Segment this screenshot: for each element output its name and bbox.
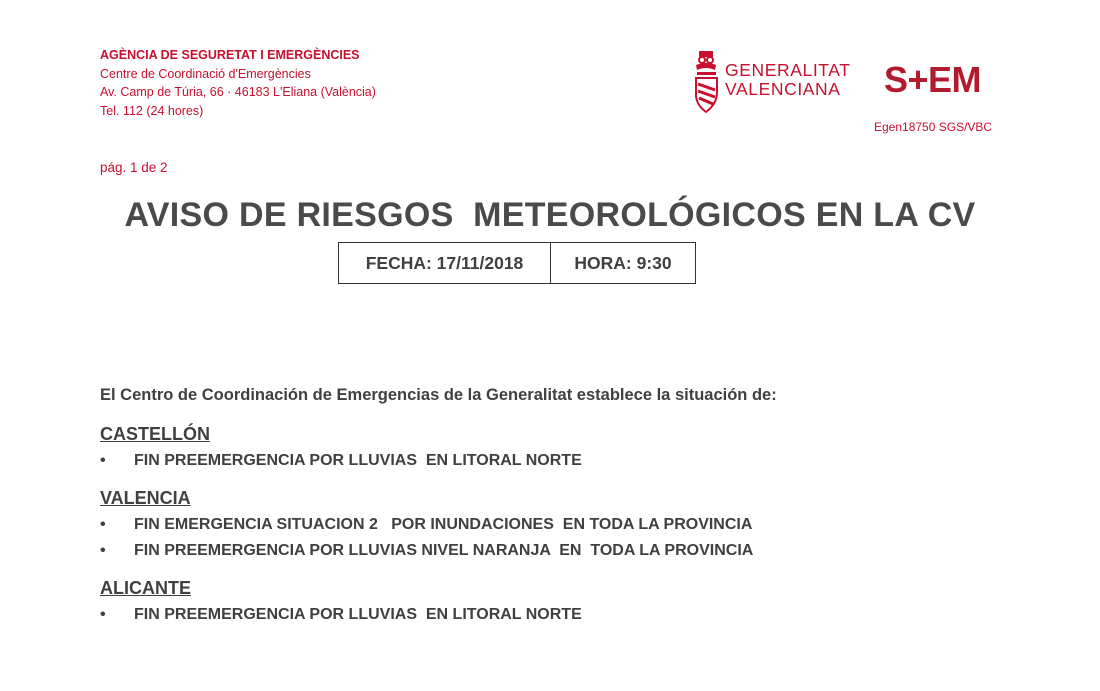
date-time-box [338, 242, 696, 284]
date-cell: FECHA: 17/11/2018 [339, 243, 551, 283]
gv-logo-text [725, 61, 851, 99]
agency-address: Av. Camp de Túria, 66 · 46183 L'Eliana (València) [100, 85, 376, 99]
province-heading-castellon: CASTELLÓN [100, 424, 210, 444]
coat-of-arms-icon [692, 48, 722, 114]
bullet-icon: • [100, 542, 106, 559]
gv-logo-line1: GENERALITAT [725, 60, 851, 80]
document-reference: Egen18750 SGS/VBC [874, 120, 993, 134]
agency-phone: Tel. 112 (24 hores) [100, 103, 204, 118]
list-item-text: FIN PREEMERGENCIA POR LLUVIAS EN LITORAL NORTE [134, 606, 582, 623]
agency-name: AGÈNCIA DE SEGURETAT I EMERGÈNCIES [100, 48, 360, 62]
agency-center: Centre de Coordinació d'Emergències [100, 66, 311, 81]
gv-logo-line2: VALENCIANA [725, 79, 841, 99]
bullet-icon: • [100, 606, 106, 623]
province-heading-valencia: VALENCIA [100, 488, 191, 508]
page-number: pág. 1 de 2 [100, 160, 168, 175]
list-item-text: FIN PREEMERGENCIA POR LLUVIAS EN LITORAL NORTE [134, 452, 582, 469]
list-item-text: FIN EMERGENCIA SITUACION 2 POR INUNDACIONES EN TODA LA PROVINCIA [134, 516, 753, 533]
agency-block [100, 46, 376, 120]
province-heading-alicante: ALICANTE [100, 578, 191, 598]
list-item-text: FIN PREEMERGENCIA POR LLUVIAS NIVEL NARANJA EN TODA LA PROVINCIA [134, 542, 754, 559]
generalitat-valenciana-logo [692, 48, 862, 114]
intro-text: El Centro de Coordinación de Emergencias de la Generalitat establece la situación de: [100, 386, 777, 404]
time-cell: HORA: 9:30 [574, 253, 672, 273]
sem-logo: S+EM [884, 59, 982, 100]
page-title: AVISO DE RIESGOS METEOROLÓGICOS EN LA CV [124, 196, 976, 234]
bullet-icon: • [100, 516, 106, 533]
bullet-icon: • [100, 452, 106, 469]
